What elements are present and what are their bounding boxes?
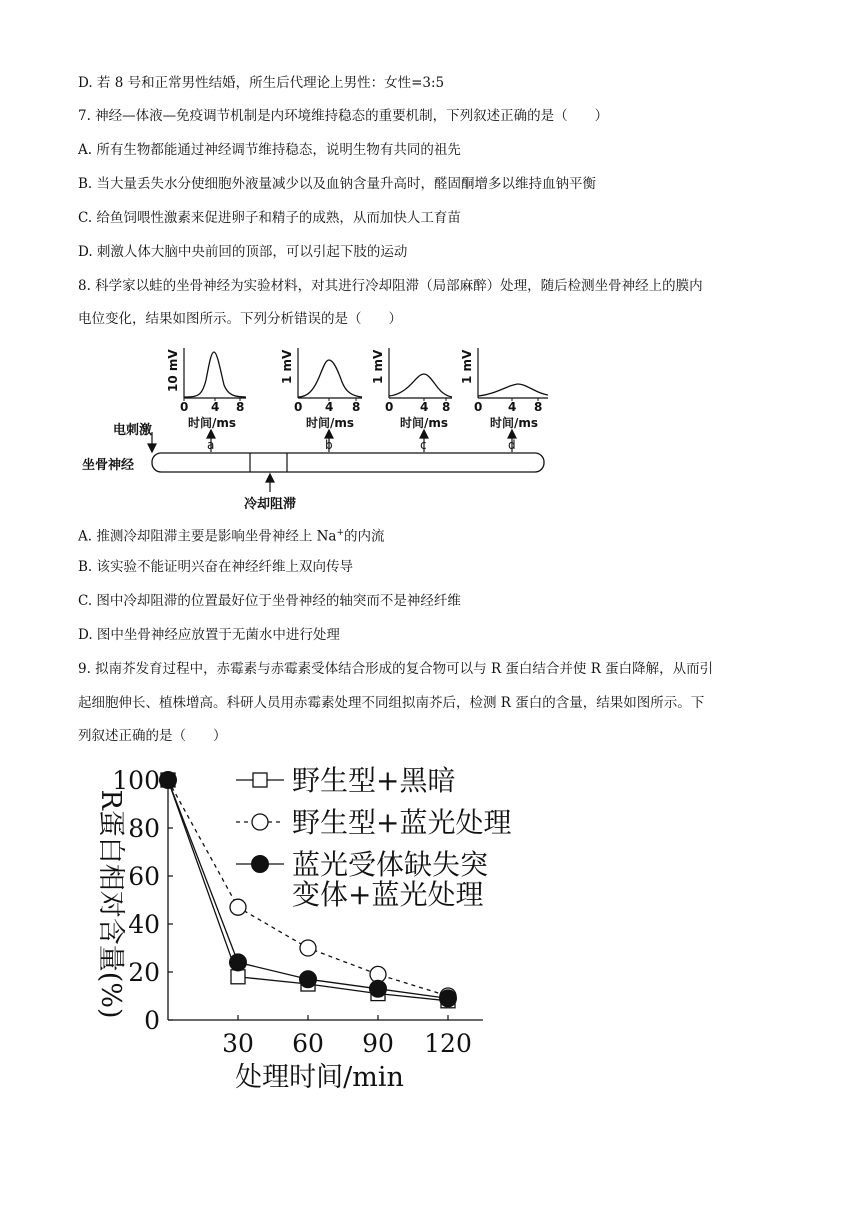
x-tick-label: 90 <box>362 1029 394 1058</box>
data-point-series-2 <box>160 772 177 789</box>
block-arrow <box>266 474 274 492</box>
panel-d-tick-0: 0 <box>474 400 483 414</box>
panel-c <box>389 348 452 401</box>
panel-d-ylabel: 1 mV <box>460 349 474 384</box>
q7-option-d: D. 刺激人体大脑中央前回的顶部，可以引起下肢的运动 <box>78 244 408 260</box>
q6-option-d: D. 若 8 号和正常男性结婚，所生后代理论上男性：女性=3:5 <box>78 75 445 91</box>
x-axis-title: 处理时间/min <box>235 1062 404 1090</box>
data-point-series-2 <box>370 980 387 997</box>
data-point-series-0 <box>231 970 245 984</box>
data-point-series-2 <box>300 971 317 988</box>
panel-c-tick-4: 4 <box>420 400 429 414</box>
x-tick-label: 120 <box>424 1029 472 1058</box>
panel-d-tick-4: 4 <box>508 400 517 414</box>
panel-a <box>184 348 246 401</box>
legend-marker-1 <box>252 814 268 830</box>
sciatic-nerve <box>152 453 544 472</box>
x-tick-label: 60 <box>292 1029 324 1058</box>
panel-c-ylabel: 1 mV <box>371 349 385 384</box>
legend-marker-2 <box>252 856 269 873</box>
q9-stem-line3: 列叙述正确的是（ ） <box>78 728 227 744</box>
y-tick-label: 0 <box>144 1006 160 1035</box>
legend-marker-0 <box>253 773 267 787</box>
q9-stem-line1: 9. 拟南芥发育过程中，赤霉素与赤霉素受体结合形成的复合物可以与 R 蛋白结合并使 R 蛋白降解，从而引 <box>78 661 714 677</box>
figure-9-chart <box>78 760 538 1090</box>
panel-a-tick-0: 0 <box>180 400 189 414</box>
q7-option-c: C. 给鱼饲喂性激素来促进卵子和精子的成熟，从而加快人工育苗 <box>78 210 461 226</box>
legend-label-2: 蓝光受体缺失突 <box>292 848 489 881</box>
q8-option-a: A. 推测冷却阻滞主要是影响坐骨神经上 Na+的内流 <box>78 528 385 545</box>
legend-label-2: 变体+蓝光处理 <box>292 878 484 911</box>
panel-b-ylabel: 1 mV <box>280 349 294 384</box>
data-point-series-2 <box>440 990 457 1007</box>
q7-option-a: A. 所有生物都能通过神经调节维持稳态，说明生物有共同的祖先 <box>78 142 461 158</box>
panel-b-xlabel: 时间/ms <box>306 416 355 430</box>
panel-c-tick-0: 0 <box>385 400 394 414</box>
data-point-series-2 <box>230 954 247 971</box>
point-a-label: a <box>207 438 215 452</box>
q8-stem-line1: 8. 科学家以蛙的坐骨神经为实验材料，对其进行冷却阻滞（局部麻醉）处理，随后检测坐骨神经上的膜内 <box>78 278 703 294</box>
nerve-label: 坐骨神经 <box>82 458 135 473</box>
panel-b-tick-4: 4 <box>325 400 334 414</box>
legend-label-1: 野生型+蓝光处理 <box>292 806 512 839</box>
legend-label-0: 野生型+黑暗 <box>292 764 456 797</box>
panel-a-tick-8: 8 <box>236 400 245 414</box>
panel-a-ylabel: 10 mV <box>166 349 180 392</box>
q7-stem: 7. 神经—体液—免疫调节机制是内环境维持稳态的重要机制，下列叙述正确的是（ ） <box>78 108 609 124</box>
wave-d <box>478 384 548 396</box>
x-tick-label: 30 <box>222 1029 254 1058</box>
panel-c-tick-8: 8 <box>442 400 451 414</box>
figure-9 <box>78 760 538 1090</box>
point-c-label: c <box>420 438 427 452</box>
wave-c <box>389 374 452 397</box>
q8-option-b: B. 该实验不能证明兴奋在神经纤维上双向传导 <box>78 559 354 575</box>
panel-d-tick-8: 8 <box>534 400 543 414</box>
wave-a <box>184 352 246 397</box>
stimulus-label: 电刺激 <box>113 423 153 438</box>
point-b-label: b <box>325 438 333 452</box>
panel-b-tick-0: 0 <box>294 400 303 414</box>
y-tick-label: 40 <box>128 910 160 939</box>
recording-arrows <box>207 430 516 452</box>
q7-option-b: B. 当大量丢失水分使细胞外液量减少以及血钠含量升高时，醛固酮增多以维持血钠平衡 <box>78 176 597 192</box>
y-tick-label: 20 <box>128 958 160 987</box>
q8-option-c: C. 图中冷却阻滞的位置最好位于坐骨神经的轴突而不是神经纤维 <box>78 593 461 609</box>
panel-d <box>478 348 548 401</box>
y-axis-title: R蛋白相对含量(%) <box>95 789 126 1019</box>
panel-b <box>298 348 362 401</box>
y-tick-label: 80 <box>128 814 160 843</box>
y-tick-label: 100 <box>112 766 160 795</box>
panel-a-xlabel: 时间/ms <box>188 416 237 430</box>
chart-legend <box>236 764 511 911</box>
point-d-label: d <box>508 438 516 452</box>
wave-b <box>298 360 362 397</box>
panel-b-tick-8: 8 <box>352 400 361 414</box>
panel-a-tick-4: 4 <box>211 400 220 414</box>
data-point-series-1 <box>300 940 316 956</box>
q8-stem-line2: 电位变化，结果如图所示。下列分析错误的是（ ） <box>78 311 402 327</box>
q8-option-d: D. 图中坐骨神经应放置于无菌水中进行处理 <box>78 627 340 643</box>
panel-c-xlabel: 时间/ms <box>400 416 449 430</box>
panel-d-xlabel: 时间/ms <box>490 416 539 430</box>
q9-stem-line2: 起细胞伸长、植株增高。科研人员用赤霉素处理不同组拟南芥后，检测 R 蛋白的含量，结果如图所示。下 <box>78 695 705 711</box>
y-tick-label: 60 <box>128 862 160 891</box>
block-label: 冷却阻滞 <box>244 497 297 512</box>
figure-8 <box>80 340 560 515</box>
data-point-series-1 <box>230 899 246 915</box>
